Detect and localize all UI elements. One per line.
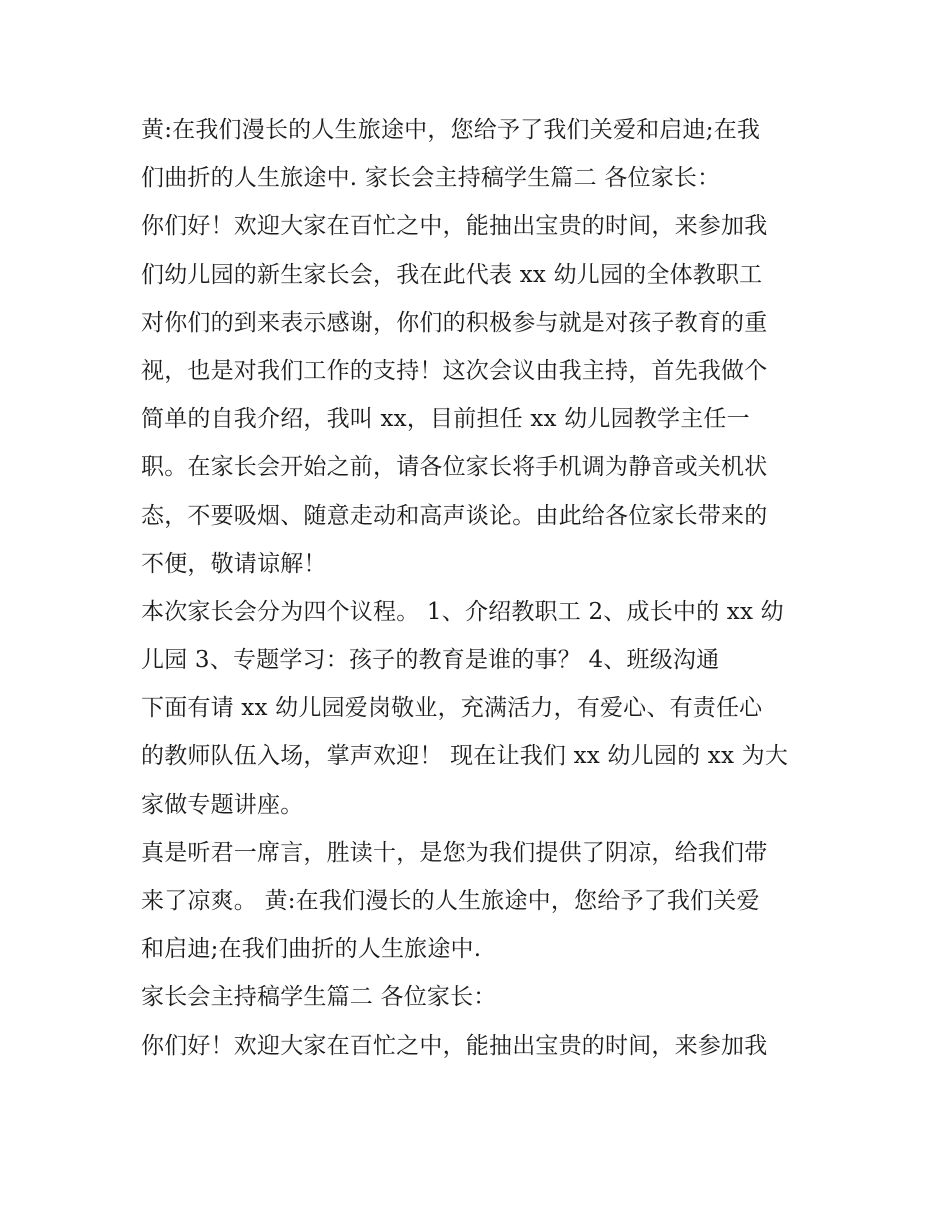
text-line: 你们好！欢迎大家在百忙之中，能抽出宝贵的时间，来参加我 xyxy=(141,1032,768,1059)
text-line: 家长会主持稿学生篇二 各位家长： xyxy=(141,984,497,1011)
text-line: 职。在家长会开始之前，请各位家长将手机调为静音或关机状 xyxy=(141,454,768,481)
text-line: 们幼儿园的新生家长会，我在此代表 xx 幼儿园的全体教职工 xyxy=(141,261,763,288)
text-line: 和启迪;在我们曲折的人生旅途中. xyxy=(141,936,482,963)
text-line: 不便，敬请谅解！ xyxy=(141,550,327,577)
text-line: 视，也是对我们工作的支持！这次会议由我主持，首先我做个 xyxy=(141,357,768,384)
text-line: 对你们的到来表示感谢，你们的积极参与就是对孩子教育的重 xyxy=(141,309,768,336)
text-line: 本次家长会分为四个议程。 1、介绍教职工 2、成长中的 xx 幼 xyxy=(141,598,784,625)
text-line: 你们好！欢迎大家在百忙之中，能抽出宝贵的时间，来参加我 xyxy=(141,213,768,240)
text-line: 来了凉爽。 黄:在我们漫长的人生旅途中，您给予了我们关爱 xyxy=(141,888,760,914)
document-body xyxy=(141,106,821,1070)
text-line: 简单的自我介绍，我叫 xx，目前担任 xx 幼儿园教学主任一 xyxy=(141,406,750,433)
text-line: 家做专题讲座。 xyxy=(141,791,304,818)
text-line: 下面有请 xx 幼儿园爱岗敬业，充满活力，有爱心、有责任心 xyxy=(141,695,763,722)
text-line: 们曲折的人生旅途中. 家长会主持稿学生篇二 各位家长： xyxy=(141,165,721,192)
text-line: 真是听君一席言，胜读十，是您为我们提供了阴凉，给我们带 xyxy=(141,839,768,866)
text-line: 的教师队伍入场，掌声欢迎！ 现在让我们 xx 幼儿园的 xx 为大 xyxy=(141,743,789,770)
text-line: 儿园 3、专题学习：孩子的教育是谁的事？ 4、班级沟通 xyxy=(141,647,720,674)
text-line: 态，不要吸烟、随意走动和高声谈论。由此给各位家长带来的 xyxy=(141,502,768,529)
text-line: 黄:在我们漫长的人生旅途中，您给予了我们关爱和启迪;在我 xyxy=(141,117,761,143)
